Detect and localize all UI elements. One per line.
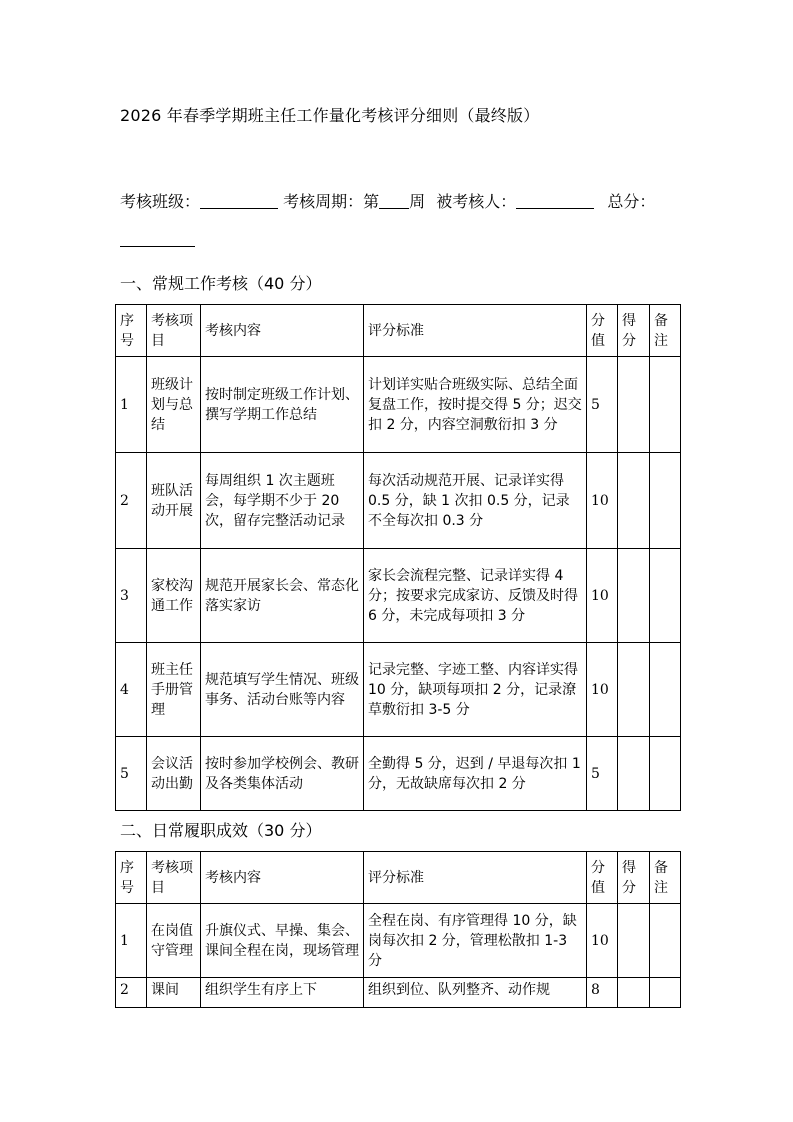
row-score-cell[interactable] bbox=[618, 643, 650, 737]
header-content: 考核内容 bbox=[201, 305, 364, 357]
row-remark-cell[interactable] bbox=[650, 357, 681, 453]
row-standard: 全勤得 5 分，迟到 / 早退每次扣 1 分，无故缺席每次扣 2 分 bbox=[364, 737, 587, 811]
row-score-cell[interactable] bbox=[618, 453, 650, 549]
row-content: 规范填写学生情况、班级事务、活动台账等内容 bbox=[201, 643, 364, 737]
table-header-row bbox=[116, 305, 681, 357]
header-remark: 备注 bbox=[650, 305, 681, 357]
row-item: 课间 bbox=[147, 978, 201, 1008]
row-remark-cell[interactable] bbox=[650, 978, 681, 1008]
row-content: 按时制定班级工作计划、撰写学期工作总结 bbox=[201, 357, 364, 453]
row-standard: 计划详实贴合班级实际、总结全面复盘工作，按时提交得 5 分；迟交扣 2 分，内容空洞敷衍扣 3 分 bbox=[364, 357, 587, 453]
period-suffix: 周 bbox=[409, 192, 426, 211]
header-standard: 评分标准 bbox=[364, 305, 587, 357]
row-content: 规范开展家长会、常态化落实家访 bbox=[201, 549, 364, 643]
row-item: 在岗值守管理 bbox=[147, 904, 201, 978]
row-value: 5 bbox=[587, 357, 618, 453]
header-score-value: 分值 bbox=[587, 305, 618, 357]
period-label: 考核周期：第 bbox=[283, 192, 380, 211]
table-row bbox=[116, 737, 681, 811]
header-score-got: 得分 bbox=[618, 305, 650, 357]
row-standard: 全程在岗、有序管理得 10 分，缺岗每次扣 2 分，管理松散扣 1-3 分 bbox=[364, 904, 587, 978]
row-no: 5 bbox=[116, 737, 147, 811]
section-heading-routine: 一、常规工作考核（40 分） bbox=[120, 274, 322, 293]
header-score-value: 分值 bbox=[587, 852, 618, 904]
row-value: 10 bbox=[587, 549, 618, 643]
row-score-cell[interactable] bbox=[618, 978, 650, 1008]
header-item: 考核项目 bbox=[147, 852, 201, 904]
table-row bbox=[116, 978, 681, 1008]
period-blank-field[interactable] bbox=[379, 190, 409, 209]
total-blank-field[interactable] bbox=[120, 232, 195, 247]
row-item: 家校沟通工作 bbox=[147, 549, 201, 643]
row-no: 1 bbox=[116, 357, 147, 453]
row-standard: 家长会流程完整、记录详实得 4 分；按要求完成家访、反馈及时得 6 分，未完成每项扣 3 分 bbox=[364, 549, 587, 643]
row-score-cell[interactable] bbox=[618, 737, 650, 811]
row-score-cell[interactable] bbox=[618, 357, 650, 453]
row-remark-cell[interactable] bbox=[650, 904, 681, 978]
header-score-got: 得分 bbox=[618, 852, 650, 904]
row-value: 10 bbox=[587, 453, 618, 549]
total-label: 总分： bbox=[607, 192, 656, 211]
row-score-cell[interactable] bbox=[618, 549, 650, 643]
header-item: 考核项目 bbox=[147, 305, 201, 357]
row-item: 班队活动开展 bbox=[147, 453, 201, 549]
daily-duty-table bbox=[115, 851, 681, 1008]
row-standard: 记录完整、字迹工整、内容详实得 10 分，缺项每项扣 2 分，记录潦草敷衍扣 3-5 分 bbox=[364, 643, 587, 737]
class-blank-field[interactable] bbox=[200, 190, 278, 209]
table-header-row bbox=[116, 852, 681, 904]
assessment-info-line bbox=[120, 190, 680, 214]
document-title: 2026 年春季学期班主任工作量化考核评分细则（最终版） bbox=[120, 106, 540, 125]
row-standard: 组织到位、队列整齐、动作规 bbox=[364, 978, 587, 1008]
row-value: 5 bbox=[587, 737, 618, 811]
row-remark-cell[interactable] bbox=[650, 737, 681, 811]
table-row bbox=[116, 549, 681, 643]
table-row bbox=[116, 904, 681, 978]
routine-work-table bbox=[115, 304, 681, 811]
row-value: 10 bbox=[587, 904, 618, 978]
row-content: 升旗仪式、早操、集会、课间全程在岗，现场管理 bbox=[201, 904, 364, 978]
header-standard: 评分标准 bbox=[364, 852, 587, 904]
header-content: 考核内容 bbox=[201, 852, 364, 904]
row-item: 会议活动出勤 bbox=[147, 737, 201, 811]
examinee-label: 被考核人： bbox=[436, 192, 517, 211]
table-row bbox=[116, 453, 681, 549]
row-no: 2 bbox=[116, 978, 147, 1008]
header-no: 序号 bbox=[116, 852, 147, 904]
row-item: 班级计划与总结 bbox=[147, 357, 201, 453]
row-content: 每周组织 1 次主题班会，每学期不少于 20 次，留存完整活动记录 bbox=[201, 453, 364, 549]
section-heading-daily-duty: 二、日常履职成效（30 分） bbox=[120, 821, 322, 840]
row-remark-cell[interactable] bbox=[650, 549, 681, 643]
row-no: 3 bbox=[116, 549, 147, 643]
row-content: 组织学生有序上下 bbox=[201, 978, 364, 1008]
row-no: 4 bbox=[116, 643, 147, 737]
row-remark-cell[interactable] bbox=[650, 453, 681, 549]
table-row bbox=[116, 357, 681, 453]
header-no: 序号 bbox=[116, 305, 147, 357]
row-value: 8 bbox=[587, 978, 618, 1008]
row-remark-cell[interactable] bbox=[650, 643, 681, 737]
row-no: 1 bbox=[116, 904, 147, 978]
table-row bbox=[116, 643, 681, 737]
row-value: 10 bbox=[587, 643, 618, 737]
row-standard: 每次活动规范开展、记录详实得 0.5 分，缺 1 次扣 0.5 分，记录不全每次扣 0.3 分 bbox=[364, 453, 587, 549]
header-remark: 备注 bbox=[650, 852, 681, 904]
row-no: 2 bbox=[116, 453, 147, 549]
row-item: 班主任手册管理 bbox=[147, 643, 201, 737]
class-label: 考核班级： bbox=[120, 192, 201, 211]
row-score-cell[interactable] bbox=[618, 904, 650, 978]
examinee-blank-field[interactable] bbox=[516, 190, 594, 209]
row-content: 按时参加学校例会、教研及各类集体活动 bbox=[201, 737, 364, 811]
